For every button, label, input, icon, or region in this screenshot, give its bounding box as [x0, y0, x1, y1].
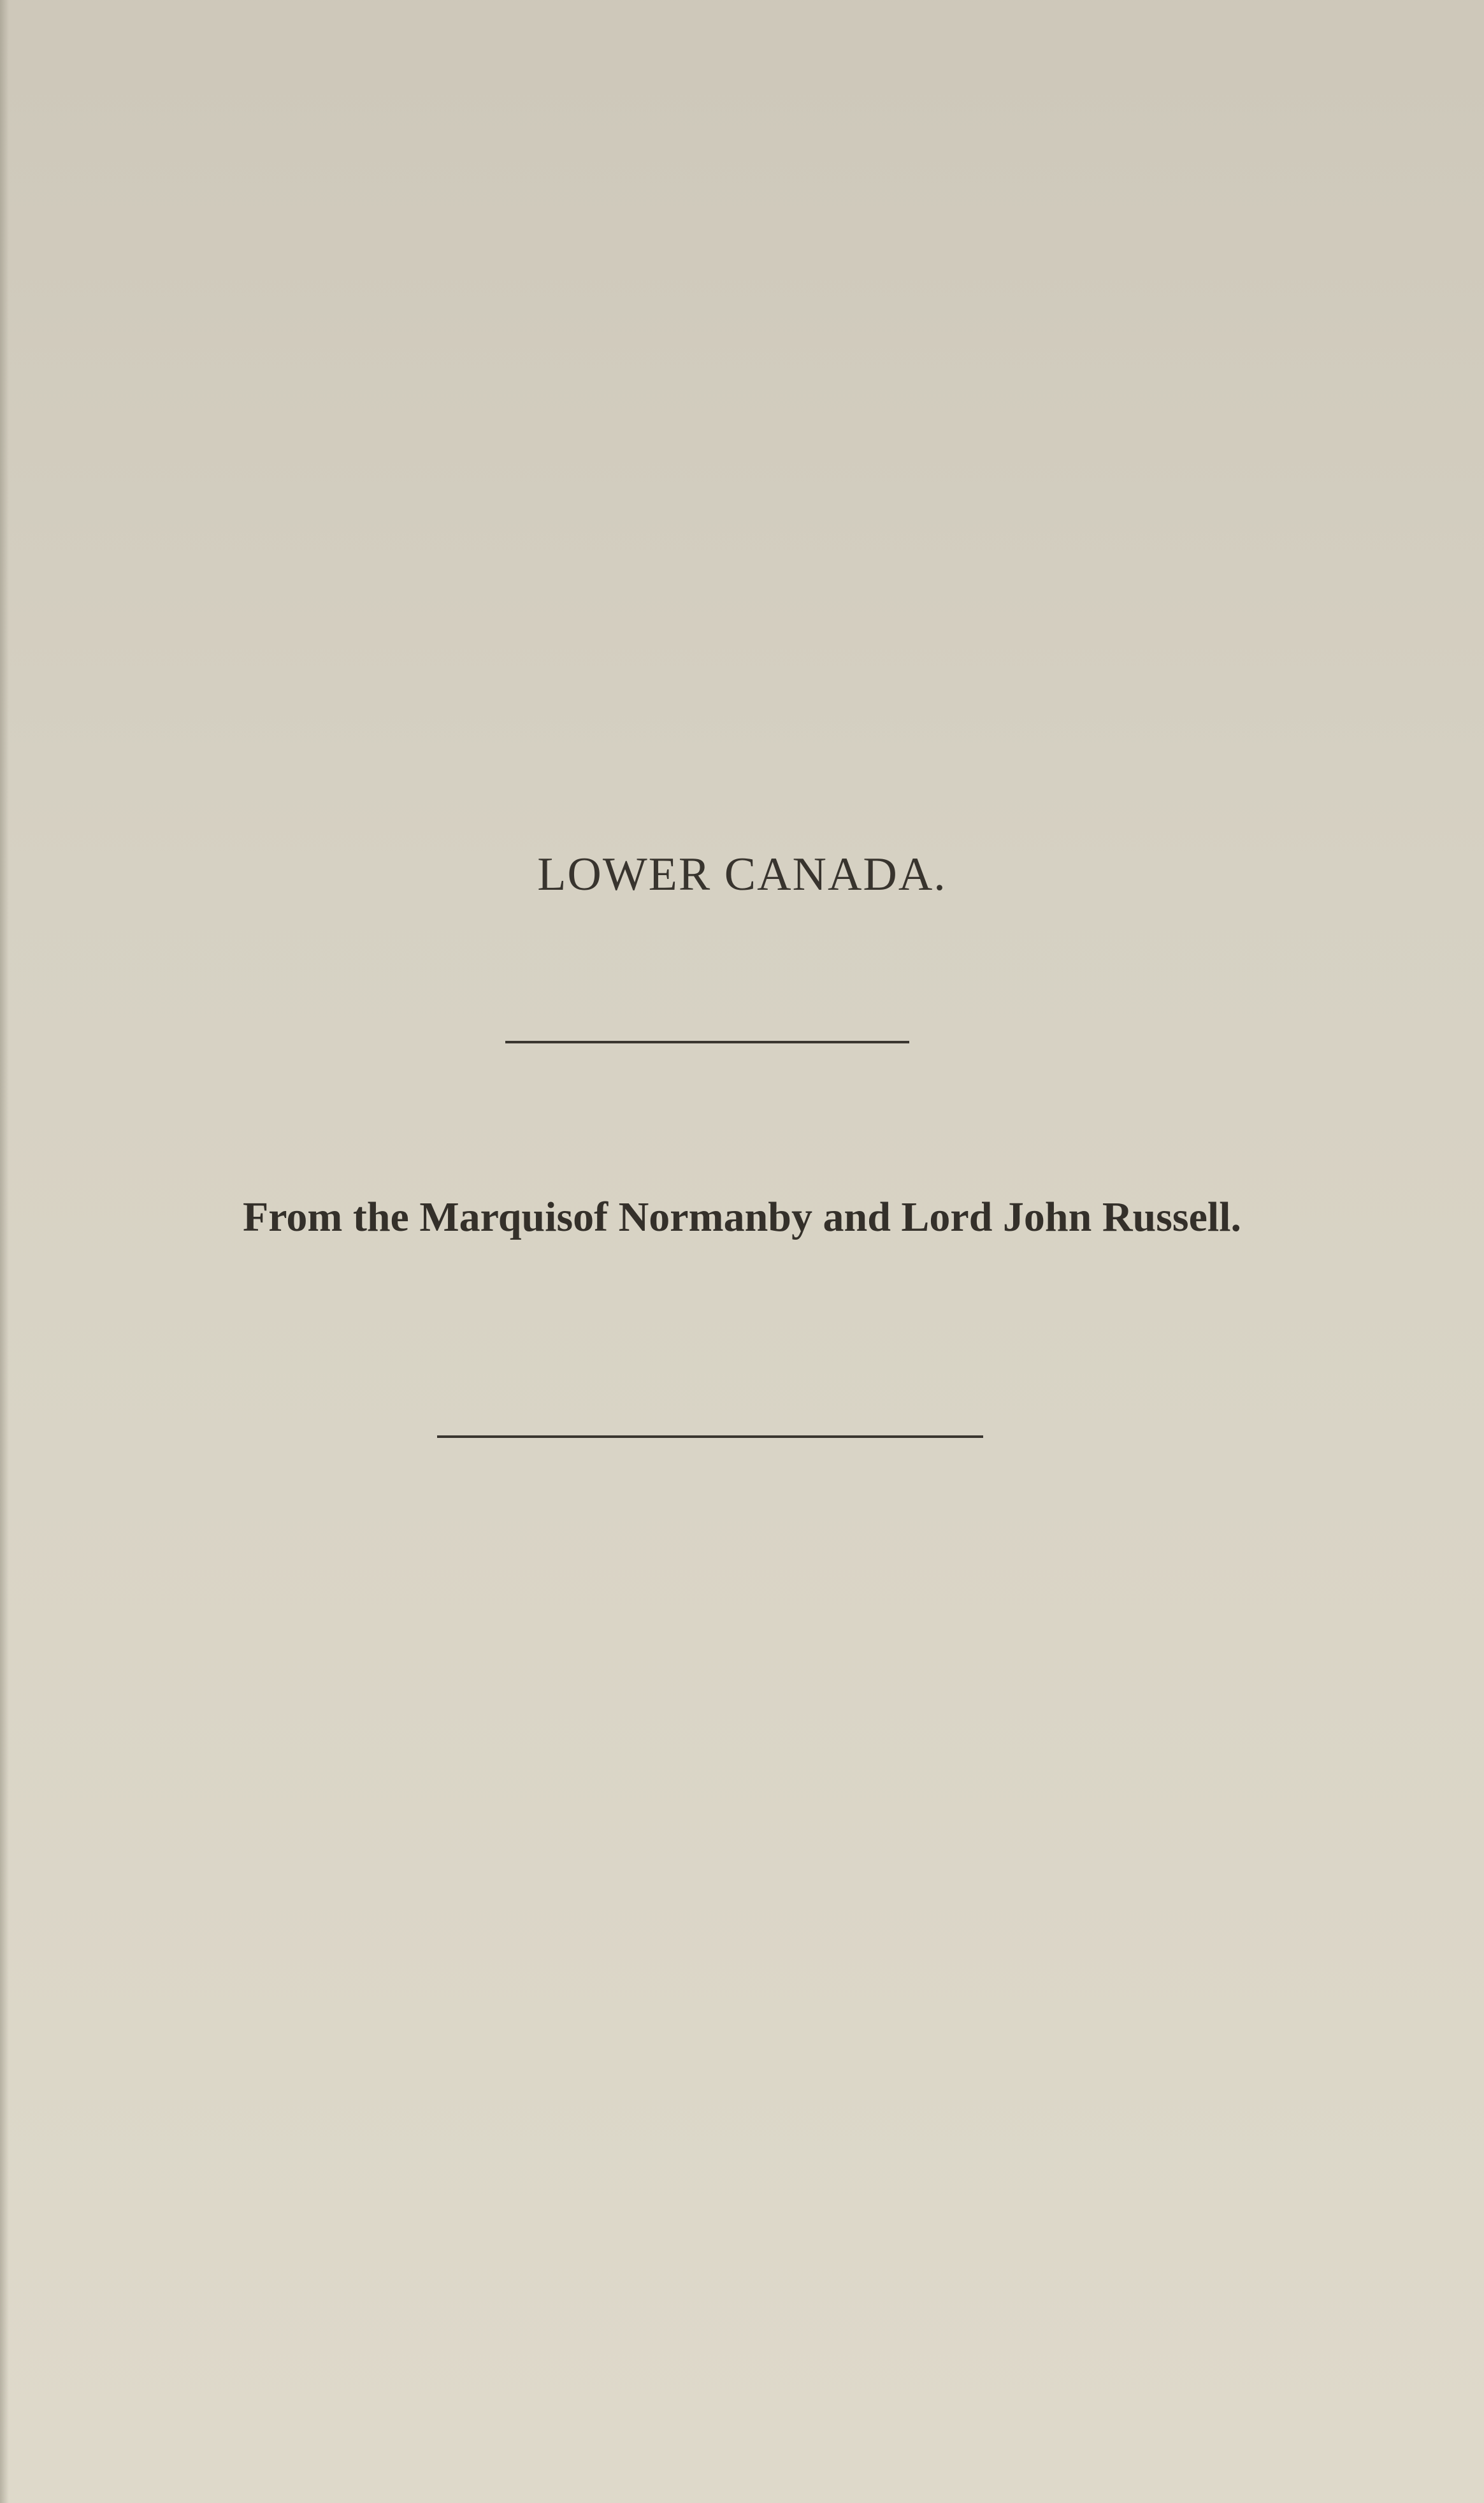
divider-rule-long [437, 1435, 983, 1438]
page-subtitle: From the Marquisof Normanby and Lord John Russell. [242, 1194, 1242, 1240]
divider-rule-short [505, 1041, 909, 1043]
page-title: LOWER CANADA. [537, 848, 947, 901]
page-edge [0, 0, 9, 2503]
